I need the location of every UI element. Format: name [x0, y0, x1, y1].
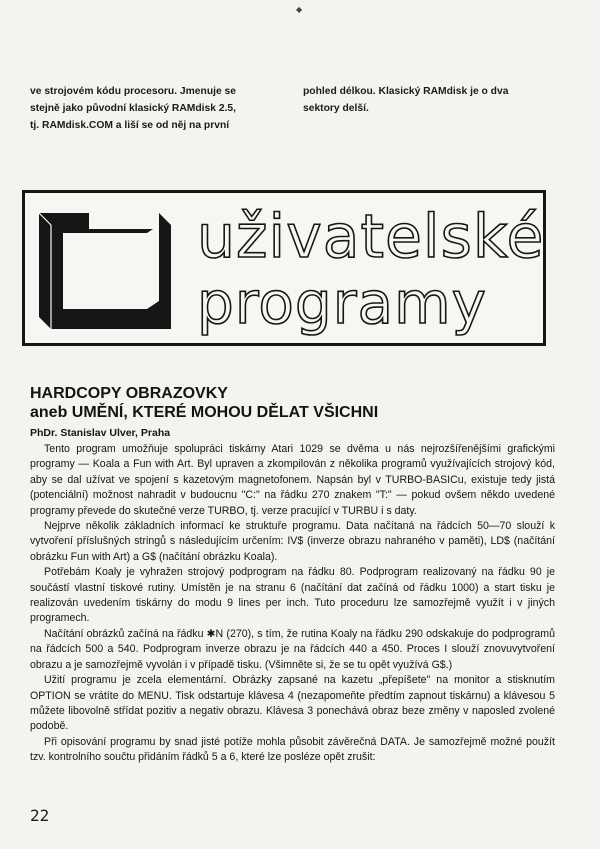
banner-word-uzivatelske: uživatelské — [197, 202, 545, 272]
scan-mark: ◆ — [296, 5, 303, 14]
article-title-line2: aneb UMĚNÍ, KTERÉ MOHOU DĚLAT VŠICHNI — [30, 404, 379, 421]
article — [30, 384, 555, 766]
article-title-line1: HARDCOPY OBRAZOVKY — [30, 385, 228, 402]
section-logo-icon — [29, 205, 179, 337]
article-title — [30, 384, 555, 422]
paragraph-usage: Užití programu je zcela elementární. Obrázky zapsané na kazetu „přepíšete" na monitor a stisknutím OPTION se vrátíte do MENU. Tisk odstartuje klávesa 4 (nezapomeňte předtím zapnout tiskárnu) a klávesou 5 můžete libovolně střídat pozitiv a negativ obrazu. Klávesa 3 ponechává obraz beze změny v naposled zvolené podobě. — [30, 674, 555, 733]
section-banner — [22, 190, 546, 346]
paragraph-structure: Nejprve několik základních informací ke struktuře programu. Data načítaná na řádcích 50—70 slouží k vytvoření příslušných stringů s následujícím určením: IV$ (inverze obrazu nahraného v paměti), LD$ (načítání obrázku Fun with Art) a G$ (načítání obrázku Koala). — [30, 520, 555, 563]
paragraph-data: Při opisování programu by snad jisté potíže mohla působit závěrečná DATA. Je samozřejmě možné použít tzv. kontrolního součtu přidáním řádků 5 a 6, které lze posléze opět zrušit: — [30, 735, 555, 764]
paragraph-loading: Načítání obrázků začíná na řádku ✱N (270), s tím, že rutina Koaly na řádku 290 odskakuje do podprogramů na řádcích 500 a 540. Podprogram inverze obrazu je na řádcích 440 a 450. Proces I slouží znovuvytvoření obrazu a je samozřejmě vyvolán i v případě tisku. (Všimněte si, že se tu opět využívá G$.) — [30, 627, 555, 671]
article-author: PhDr. Stanislav Ulver, Praha — [30, 427, 171, 439]
continued-text-columns — [30, 83, 565, 134]
paragraph-koala: Potřebám Koaly je vyhražen strojový podprogram na řádku 80. Podprogram realizovaný na řádku 90 je součástí vlastní tiskové rutiny. Umístěn je na stranu 6 (načítání dat začíná od řádku 1000) a start tisku je realizován uvedením tiskárny do modu 9 lines per inch. Tuto proceduru lze samozřejmě využít i v jiných programech. — [30, 566, 555, 625]
continued-text-left: ve strojovém kódu procesoru. Jmenuje se stejně jako původní klasický RAMdisk 2.5, tj. RAMdisk.COM a liší se od něj na první — [30, 86, 237, 131]
continued-text-right: pohled délkou. Klasický RAMdisk je o dva sektory delší. — [303, 86, 509, 114]
page-number: 22 — [30, 806, 50, 825]
banner-word-programy: programy — [197, 269, 487, 337]
paragraph-intro: Tento program umožňuje spolupráci tiskárny Atari 1029 se dvěma u nás nejrozšířenějšími grafickými programy — Koala a Fun with Art. Byl upraven a zkompilován z několika programů využívajících strojový kód, aby se dal užívat ve spojení s kazetovým magnetofonem. Napsán byl v TURBO-BASICu, existuje tedy jistá (potenciální) možnost nahradit v budoucnu "C:" na řádku 270 znakem "T:" — pokud ovšem někdo uvedené programy převede do skutečné verze TURBO, tj. verze pracující v TURBU i s daty. — [30, 443, 555, 517]
